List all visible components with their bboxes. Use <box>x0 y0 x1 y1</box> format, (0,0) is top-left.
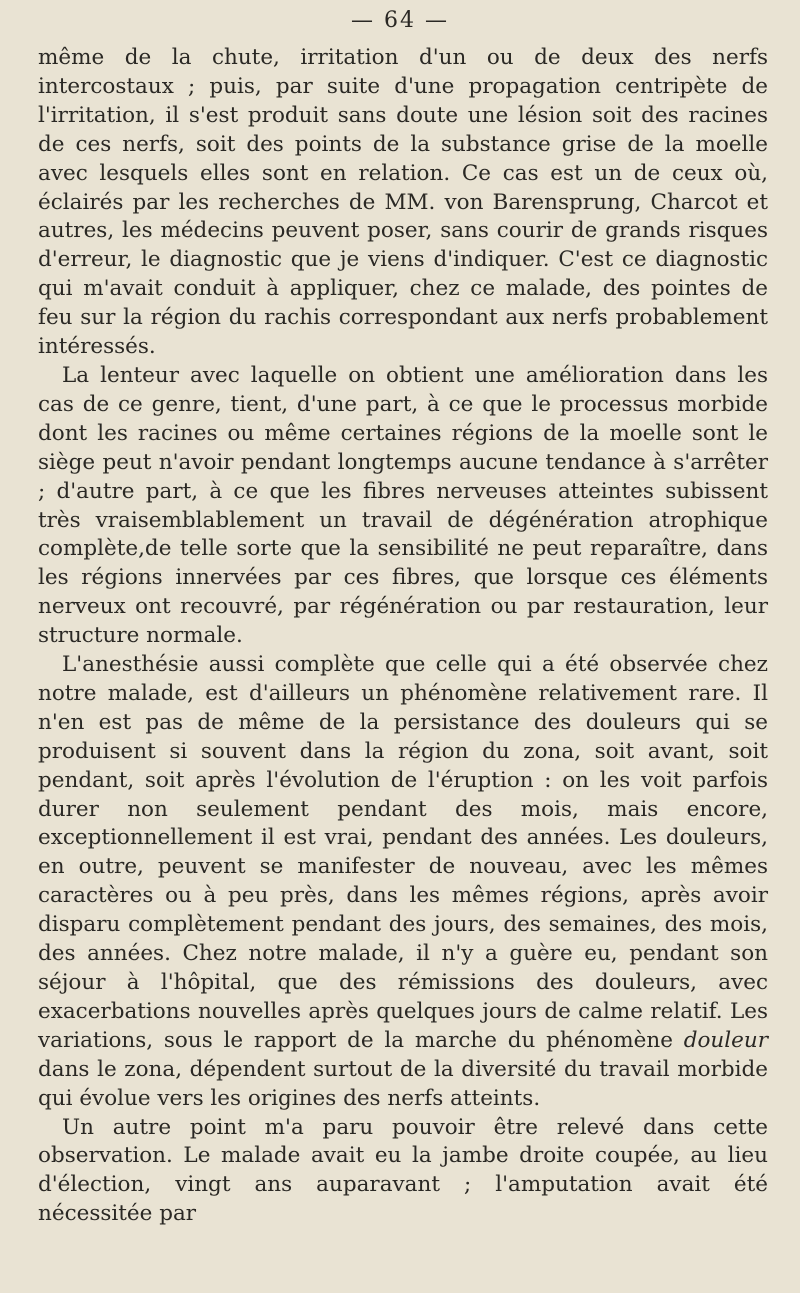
paragraph <box>38 1114 768 1230</box>
paragraph <box>38 362 768 651</box>
paragraph-text: La lenteur avec laquelle on obtient une amélioration dans les cas de ce genre, tient, d'une part, à ce que le processus morbide dont les racines ou même certaines régions de la moelle sont le siège peut n'avoir pendant longtemps aucune tendance à s'arrêter ; d'autre part, à ce que les fibres nerveuses atteintes subissent très vraisemblablement un travail de dégénération atrophique complète,de telle sorte que la sensibilité ne peut reparaître, dans les régions innervées par ces fibres, que lorsque ces éléments nerveux ont recouvré, par régénération ou par restauration, leur structure normale. <box>38 362 768 649</box>
paragraph <box>38 44 768 362</box>
page-number: — 64 — <box>351 8 449 33</box>
italic-term: douleur <box>683 1027 768 1053</box>
paragraph <box>38 651 768 1114</box>
paragraph-text: L'anesthésie aussi complète que celle qui a été observée chez notre malade, est d'ailleurs un phénomène relativement rare. Il n'en est pas de même de la persistance des douleurs qui se produisent si souvent dans la région du zona, soit avant, soit pendant, soit après l'évolution de l'éruption : on les voit parfois durer non seulement pendant des mois, mais encore, exceptionnellement il est vrai, pendant des années. Les douleurs, en outre, peuvent se manifester de nouveau, avec les mêmes caractères ou à peu près, dans les mêmes régions, après avoir disparu complètement pendant des jours, des semaines, des mois, des années. Chez notre malade, il n'y a guère eu, pendant son séjour à l'hôpital, que des rémissions des douleurs, avec exacerbations nouvelles après quelques jours de calme relatif. Les variations, sous le rapport de la marche du phénomène <box>38 652 768 1053</box>
paragraph-text: même de la chute, irritation d'un ou de deux des nerfs intercostaux ; puis, par suite d'une propagation centripète de l'irritation, il s'est produit sans doute une lésion soit des racines de ces nerfs, soit des points de la substance grise de la moelle avec lesquels elles sont en relation. Ce cas est un de ceux où, éclairés par les recherches de MM. von Barensprung, Charcot et autres, les médecins peuvent poser, sans courir de grands risques d'erreur, le diagnostic que je viens d'indiquer. C'est ce diagnostic qui m'avait conduit à appliquer, chez ce malade, des pointes de feu sur la région du rachis correspondant aux nerfs probablement intéressés. <box>38 45 768 360</box>
paragraph-text: dans le zona, dépendent surtout de la diversité du travail morbide qui évolue vers les origines des nerfs atteints. <box>38 1056 768 1111</box>
body-text <box>38 44 768 1229</box>
paragraph-text: Un autre point m'a paru pouvoir être relevé dans cette observation. Le malade avait eu la jambe droite coupée, au lieu d'élection, vingt ans auparavant ; l'amputation avait été nécessitée par <box>38 1114 768 1227</box>
